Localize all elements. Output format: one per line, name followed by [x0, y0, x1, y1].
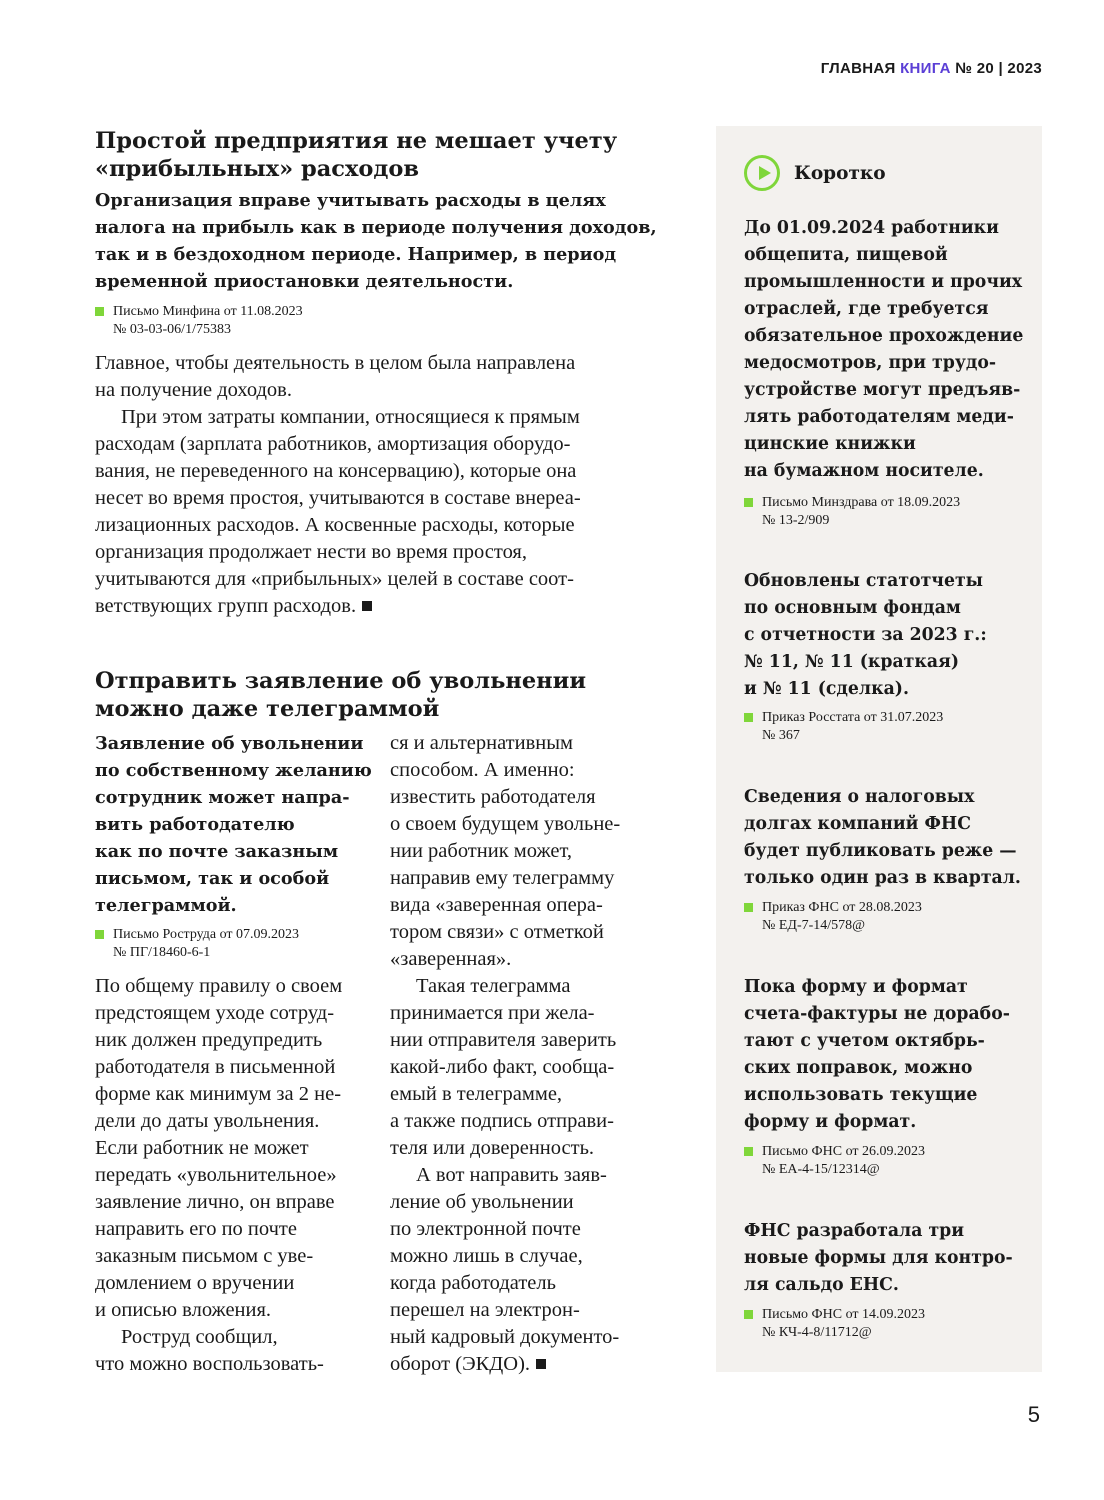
sidebar-source-ref: Приказ ФНС от 28.08.2023 № ЕД-7-14/578@ [744, 899, 922, 935]
article1-paragraph: Главное, чтобы деятельность в целом была направлена на получение доходов. [95, 352, 576, 401]
end-of-article-mark [536, 1359, 546, 1369]
sidebar-news-item: ФНС разработала три новые формы для контро- ля сальдо ЕНС. [744, 1221, 1013, 1295]
article2-source-ref: Письмо Роструда от 07.09.2023 № ПГ/18460-6-1 [95, 926, 299, 962]
article2-lead: Заявление об увольнении по собственному желанию сотрудник может напра- вить работодателю как по почте заказным письмом, так и особой телеграммой. [95, 733, 372, 916]
article2-title: Отправить заявление об увольнении можно даже телеграммой [95, 668, 587, 722]
article2-column-1 [95, 973, 385, 1378]
article1-body [95, 350, 695, 620]
header-title: ГЛАВНАЯ [820, 60, 896, 77]
sidebar-source-ref: Письмо ФНС от 14.09.2023 № КЧ-4-8/11712@ [744, 1306, 925, 1342]
page-number: 5 [1027, 1402, 1040, 1427]
article2-paragraph: А вот направить заяв- ление об увольнении по электронной почте можно лишь в случае, когда работодатель перешел на электрон- ный кадровый документо- оборот (ЭКДО). [390, 1164, 620, 1375]
article2-paragraph: Роструд сообщил, что можно воспользовать- [95, 1326, 324, 1375]
sidebar-news-item: Пока форму и формат счета-фактуры не дорабо- тают с учетом октябрь- ских поправок, можно использовать текущие форму и формат. [744, 977, 1010, 1132]
sidebar-news-item: Сведения о налоговых долгах компаний ФНС будет публиковать реже — только один раз в квартал. [744, 787, 1021, 888]
end-of-article-mark [362, 601, 372, 611]
play-icon [744, 155, 780, 191]
article1-title: Простой предприятия не мешает учету «прибыльных» расходов [95, 128, 618, 182]
magazine-header [821, 60, 1042, 77]
sidebar-source-ref: Приказ Росстата от 31.07.2023 № 367 [744, 709, 943, 745]
sidebar-news-item: До 01.09.2024 работники общепита, пищевой промышленности и прочих отраслей, где требуется обязательное прохождение медосмотров, при трудо- устройстве могут предъяв- лять работодателям меди- цинские книжки на бумажном носителе. [744, 218, 1024, 481]
sidebar-news-item: Обновлены статотчеты по основным фондам с отчетности за 2023 г.: № 11, № 11 (краткая) и № 11 (сделка). [744, 571, 987, 699]
header-title-accent: КНИГА [900, 60, 951, 77]
sidebar-source-ref: Письмо ФНС от 26.09.2023 № ЕА-4-15/12314@ [744, 1143, 925, 1179]
article1-source-ref: Письмо Минфина от 11.08.2023 № 03-03-06/1/75383 [95, 303, 303, 339]
article1-lead: Организация вправе учитывать расходы в целях налога на прибыль как в периоде получения доходов, так и в бездоходном периоде. Например, в период временной приостановки деятельности. [95, 190, 657, 292]
article2-column-2 [390, 730, 690, 1378]
article1-paragraph: При этом затраты компании, относящиеся к прямым расходам (зарплата работников, амортизация оборудо- вания, не переведенного на консервацию), которые она несет во время простоя, учитываются в составе внереа- лизационных расходов. А косвенные расходы, которые организация продолжает нести во время простоя, учитываются для «прибыльных» целей в составе соот- ветствующих групп расходов. [95, 406, 581, 617]
article2-paragraph: Такая телеграмма принимается при жела- нии отправителя заверить какой-либо факт, сообща- емый в телеграмме, а также подпись отправи- теля или доверенность. [390, 975, 617, 1159]
sidebar-source-ref: Письмо Минздрава от 18.09.2023 № 13-2/909 [744, 494, 960, 530]
article2-paragraph: По общему правилу о своем предстоящем уходе сотруд- ник должен предупредить работодателя в письменной форме как минимум за 2 не- дели до даты увольнения. Если работник не может передать «увольнительное» заявление лично, он вправе направить его по почте заказным письмом с уве- домлением о вручении и описью вложения. [95, 975, 343, 1321]
article2-paragraph: ся и альтернативным способом. А именно: известить работодателя о своем будущем увольне- нии работник может, направив ему телеграмму вида «заверенная опера- тором связи» с отметкой «заверенная». [390, 732, 621, 970]
sidebar-title: Коротко [744, 155, 886, 191]
header-issue: № 20 | 2023 [955, 60, 1042, 77]
